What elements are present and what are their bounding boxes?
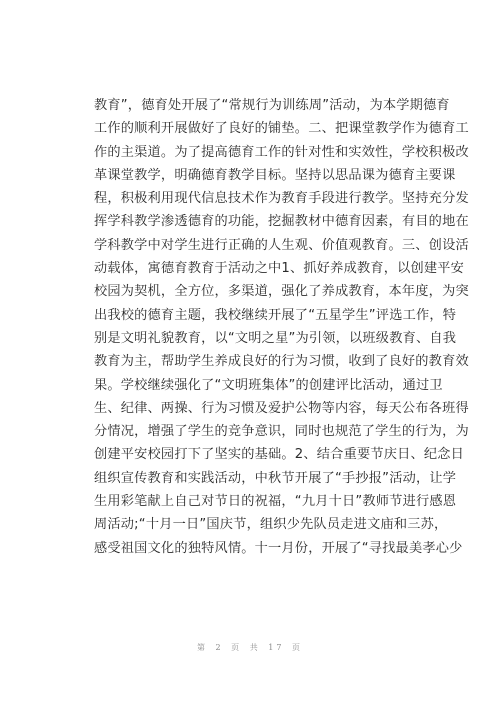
text-line: 革课堂教学，明确德育教学目标。坚持以思品课为德育主要课 — [94, 167, 456, 183]
page-number: 2 — [215, 643, 224, 652]
text-line: 分情况，增强了学生的竞争意识，同时也规范了学生的行为，为 — [94, 424, 469, 440]
text-line: 别是文明礼貌教育，以“文明之星”为引领，以班级教育、自我 — [94, 330, 457, 346]
text-line: 作的主渠道。为了提高德育工作的针对性和实效性，学校积极改 — [94, 144, 469, 160]
text-line: 学科教学中对学生进行正确的人生观、价值观教育。三、创设活 — [94, 237, 469, 253]
text-line: 创建平安校园打下了坚实的基础。2、结合重要节庆日、纪念日 — [94, 447, 465, 463]
text-line: 校园为契机，全方位，多渠道，强化了养成教育，本年度，为突 — [94, 284, 469, 300]
text-line: 工作的顺利开展做好了良好的铺垫。二、把课堂教学作为德育工 — [94, 121, 469, 137]
text-line: 感受祖国文化的独特风情。十一月份，开展了“寻找最美孝心少 — [94, 540, 463, 556]
text-line: 果。学校继续强化了“文明班集体”的创建评比活动，通过卫 — [94, 377, 443, 393]
footer-label-gong: 共 — [249, 643, 261, 652]
text-line: 周活动;“十月一日”国庆节，组织少先队员走进文庙和三苏， — [94, 517, 448, 533]
footer-label-di: 第 — [196, 643, 208, 652]
text-line: 动载体，寓德育教育于活动之中1、抓好养成教育，以创建平安 — [94, 261, 465, 277]
text-line: 教育”，德育处开展了“常规行为训练周”活动，为本学期德育 — [94, 98, 450, 113]
footer-label-ye: 页 — [231, 643, 243, 652]
text-line: 出我校的德育主题，我校继续开展了“五星学生”评选工作，特 — [94, 307, 457, 323]
text-line: 程，积极利用现代信息技术作为教育手段进行教学。坚持充分发 — [94, 191, 469, 207]
text-line: 生用彩笔献上自己对节日的祝福，“九月十日”教师节进行感恩 — [94, 494, 457, 510]
text-line: 生、纪律、两操、行为习惯及爱护公物等内容，每天公布各班得 — [94, 400, 469, 416]
footer-label-ye2: 页 — [292, 643, 303, 652]
total-pages: 17 — [268, 643, 285, 652]
text-line: 挥学科教学渗透德育的功能，挖掘教材中德育因素，有目的地在 — [94, 214, 469, 230]
body-text — [94, 94, 469, 560]
text-line: 组织宣传教育和实践活动，中秋节开展了“手抄报”活动，让学 — [94, 470, 457, 486]
page-footer — [0, 642, 500, 653]
text-line: 教育为主，帮助学生养成良好的行为习惯，收到了良好的教育效 — [94, 354, 469, 370]
